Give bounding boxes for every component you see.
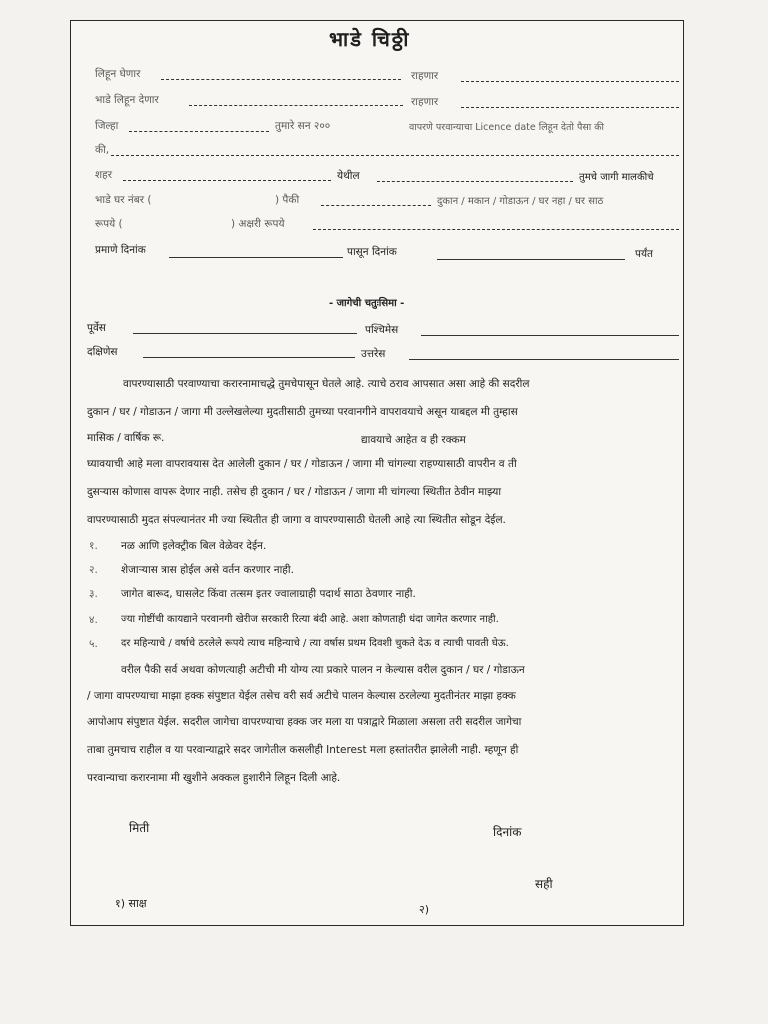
field-label-property-type: दुकान / मकान / गोडाऊन / घर नहा / घर साठ bbox=[437, 196, 604, 207]
field-label-until: पर्यंत bbox=[635, 248, 654, 260]
ki-blank[interactable] bbox=[111, 155, 679, 156]
here-blank[interactable] bbox=[377, 181, 573, 182]
condition-number: ४. bbox=[89, 614, 98, 626]
boundary-east-blank[interactable] bbox=[133, 333, 357, 334]
writer-blank[interactable] bbox=[161, 79, 401, 80]
district-blank[interactable] bbox=[129, 131, 269, 132]
field-label-year: तुमारे सन २०० bbox=[275, 120, 331, 132]
to-date-blank[interactable] bbox=[437, 259, 625, 260]
paragraph-1-line-3a: मासिक / वार्षिक रू. bbox=[87, 432, 165, 444]
field-label-here: येथील bbox=[337, 170, 360, 182]
paragraph-2-line-2: / जागा वापरण्याचा माझा हक्क संपुष्टात येईल तसेच वरी सर्व अटीचे पालन केल्यास ठरलेल्या मुदतीनंतर माझा हक्क bbox=[87, 690, 516, 702]
field-label-resident-1: राहणार bbox=[411, 70, 439, 82]
footer-witness-2: २) bbox=[419, 903, 430, 916]
paragraph-2-line-3: आपोआप संपुष्टात येईल. सदरील जागेचा वापरण्याचा हक्क जर मला या पत्राद्वारे मिळाला असला तरी सदरील जागेचा bbox=[87, 716, 522, 728]
boundary-north-label: उत्तरेस bbox=[361, 348, 386, 360]
paragraph-2-line-5: परवान्याचा करारनामा मी खुशीने अक्कल हुशारीने लिहून दिली आहे. bbox=[87, 772, 341, 784]
condition-text: दर महिन्याचे / वर्षाचे ठरलेले रूपये त्याच महिन्याचे / त्या वर्षास प्रथम दिवशी चुकते देऊ व त्याची पावती घेऊ. bbox=[121, 638, 509, 649]
paragraph-2-line-1: वरील पैकी सर्व अथवा कोणत्याही अटीची मी योग्य त्या प्रकारे पालन न केल्यास वरील दुकान / घर / गोडाऊन bbox=[121, 664, 525, 676]
from-date-blank[interactable] bbox=[169, 257, 343, 258]
form-title: भाडे चिठ्ठी bbox=[329, 27, 411, 51]
out-of-blank[interactable] bbox=[321, 205, 431, 206]
boundary-south-blank[interactable] bbox=[143, 357, 355, 358]
boundary-west-label: पश्चिमेस bbox=[365, 324, 399, 336]
giver-blank[interactable] bbox=[189, 105, 403, 106]
paragraph-1-line-4: घ्यावयाची आहे मला वापरावयास देत आलेली दुकान / घर / गोडाऊन / जागा मी चांगल्या राहण्यासाठी वापरीन व ती bbox=[87, 458, 517, 470]
condition-number: १. bbox=[89, 540, 98, 552]
field-label-district: जिल्हा bbox=[95, 120, 119, 132]
condition-text: जागेत बारूद, घासलेट किंवा तत्सम इतर ज्वालाग्राही पदार्थ साठा ठेवणार नाही. bbox=[121, 588, 416, 600]
field-label-owner-place: तुमचे जागी मालकीचे bbox=[579, 172, 654, 183]
condition-text: शेजाऱ्यास त्रास होईल असे वर्तन करणार नाही. bbox=[121, 564, 294, 576]
paragraph-1-line-2: दुकान / घर / गोडाऊन / जागा मी उल्लेखलेल्या मुदतीसाठी तुमच्या परवानगीने वापरावयाचे असून याबद्दल मी तुम्हास bbox=[87, 406, 518, 418]
footer-signature: सही bbox=[535, 877, 553, 891]
footer-date: दिनांक bbox=[493, 825, 522, 839]
condition-text: ज्या गोष्टींची कायद्याने परवानगी खेरीज सरकारी रित्या बंदी आहे. अशा कोणताही धंदा जागेत करणार नाही. bbox=[121, 614, 499, 625]
field-label-out-of: ) पैकी bbox=[275, 194, 300, 206]
field-label-to-date: पासून दिनांक bbox=[347, 246, 397, 258]
field-label-ki: की, bbox=[95, 144, 110, 156]
footer-miti: मिती bbox=[129, 821, 150, 835]
field-label-from-date: प्रमाणे दिनांक bbox=[95, 244, 146, 256]
field-label-resident-2: राहणार bbox=[411, 96, 439, 108]
paragraph-2-line-4: ताबा तुमचाच राहील व या परवान्याद्वारे सदर जागेतील कसलीही Interest मला हस्तांतरीत झालेली नाही. म्हणून ही bbox=[87, 744, 519, 756]
boundary-south-label: दक्षिणेस bbox=[87, 346, 118, 358]
field-label-licence: वापरणे परवान्याचा Licence date लिहून देतो पैसा की bbox=[409, 122, 605, 133]
boundary-west-blank[interactable] bbox=[421, 335, 679, 336]
in-words-blank[interactable] bbox=[313, 229, 679, 230]
field-label-giver: भाडे लिहून देणार bbox=[95, 94, 159, 106]
field-label-city: शहर bbox=[95, 169, 113, 181]
city-blank[interactable] bbox=[123, 180, 331, 181]
condition-number: २. bbox=[89, 564, 98, 576]
boundary-north-blank[interactable] bbox=[409, 359, 679, 360]
boundary-east-label: पूर्वेस bbox=[87, 322, 106, 334]
paragraph-1-line-1: वापरण्यासाठी परवाण्याचा करारनामाचद्धे तुमचेपासून घेतले आहे. त्याचे ठराव आपसात असा आहे की सदरील bbox=[123, 378, 530, 390]
field-label-house-no: भाडे घर नंबर ( bbox=[95, 194, 152, 206]
field-label-in-words: ) अक्षरी रूपये bbox=[231, 218, 285, 230]
paragraph-1-line-6: वापरण्यासाठी मुदत संपल्यानंतर मी ज्या स्थितीत ही जागा व वापरण्यासाठी घेतली आहे त्या स्थितीत सोडून देईल. bbox=[87, 514, 506, 526]
footer-witness-1: १) साक्ष bbox=[115, 897, 147, 910]
boundaries-heading: - जागेची चतुःसिमा - bbox=[329, 298, 405, 309]
resident-2-blank[interactable] bbox=[461, 107, 679, 108]
field-label-rupees: रूपये ( bbox=[95, 218, 123, 230]
condition-number: ३. bbox=[89, 588, 98, 600]
condition-number: ५. bbox=[89, 638, 98, 650]
paragraph-1-line-5: दुसऱ्यास कोणास वापरू देणार नाही. तसेच ही दुकान / घर / गोडाऊन / जागा मी चांगल्या स्थितीत ठेवीन माझ्या bbox=[87, 486, 502, 498]
paragraph-1-line-3b: द्यावयाचे आहेत व ही रक्कम bbox=[361, 434, 466, 446]
resident-1-blank[interactable] bbox=[461, 81, 679, 82]
field-label-writer: लिहून घेणार bbox=[95, 68, 141, 80]
condition-text: नळ आणि इलेक्ट्रीक बिल वेळेवर देईन. bbox=[121, 540, 267, 552]
rent-agreement-form bbox=[70, 20, 684, 926]
